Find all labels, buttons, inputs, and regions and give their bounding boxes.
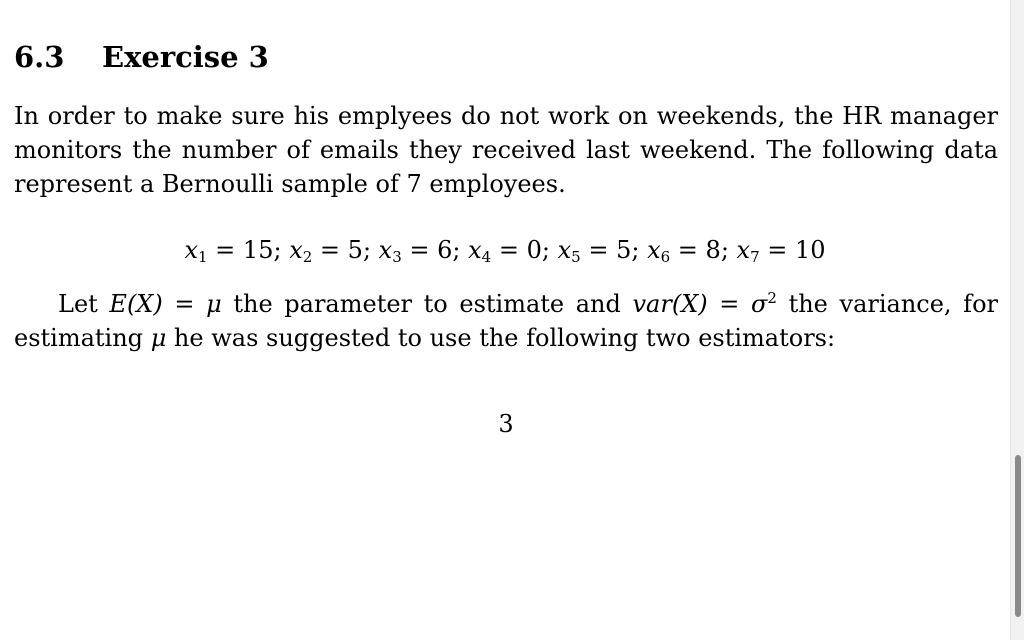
intro-line-2: monitors the number of emails they received last weekend. The following data [14, 136, 998, 164]
sample-term: $x_1 = 15$; [184, 236, 290, 266]
sample-term: $x_5 = 5$; [557, 236, 648, 266]
intro-line-1: In order to make sure his emplyees do not work on weekends, the HR manager [14, 102, 998, 130]
estimators-line-2: estimating μ he was suggested to use the following two estimators: [14, 324, 836, 352]
estimators-line-1: Let E(X) = μ the parameter to estimate and $var(X) = \sigma^2$ the variance, for [58, 289, 998, 318]
section-number: 6.3 [14, 40, 65, 74]
sample-term: $x_7 = 10$ [736, 236, 826, 266]
scrollbar-thumb[interactable] [1015, 455, 1021, 617]
sample-term: $x_4 = 0$; [468, 236, 558, 266]
section-heading [14, 40, 269, 74]
page-number: 3 [498, 410, 514, 438]
sample-term: $x_2 = 5$; [289, 236, 379, 266]
section-title: Exercise 3 [102, 40, 269, 74]
vertical-scrollbar[interactable] [1010, 0, 1024, 640]
sample-term: $x_6 = 8$; [647, 236, 737, 266]
sample-term: $x_3 = 6$; [378, 236, 469, 266]
estimators-paragraph [14, 287, 998, 355]
intro-line-3: represent a Bernoulli sample of 7 employees. [14, 170, 566, 198]
sample-equation [0, 236, 1010, 264]
intro-paragraph [14, 99, 998, 201]
